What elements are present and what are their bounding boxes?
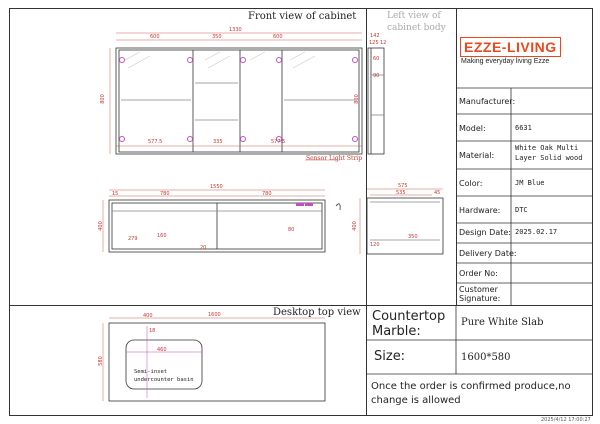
desktop-view-title: Desktop top view xyxy=(273,307,361,318)
dim-desk-1600: 1600 xyxy=(208,312,221,318)
dim-left-125: 125 xyxy=(369,40,379,46)
mirror-hatching xyxy=(125,52,315,68)
countertop-label-line1: Countertop xyxy=(372,309,446,324)
desktop-dims xyxy=(103,318,325,401)
desktop-basin-dims xyxy=(126,326,202,398)
hinge-markers xyxy=(120,58,358,142)
size-value: 1600*580 xyxy=(461,352,511,363)
dim-base-80: 80 xyxy=(288,227,295,233)
basin-label-line1: Semi-inset xyxy=(134,369,168,375)
brand-logo xyxy=(460,37,590,57)
order-note-line2: change is allowed xyxy=(371,395,461,406)
dim-front-total: 1330 xyxy=(229,27,242,33)
base-handles xyxy=(296,203,313,206)
info-label-manufacturer: Manufacturer: xyxy=(459,97,516,106)
dim-front-350: 350 xyxy=(212,34,222,40)
left-view-title-line2: cabinet body xyxy=(387,23,446,33)
dim-base-780a: 780 xyxy=(160,191,170,197)
dim-front-335: 335 xyxy=(213,139,223,145)
desktop-outline xyxy=(109,323,325,401)
info-label-delivery-date: Delivery Date: xyxy=(459,249,517,258)
info-label-material: Material: xyxy=(459,151,495,160)
brand-tagline: Making everyday living Ezze xyxy=(461,58,550,65)
dim-left-h800: 800 xyxy=(353,94,360,104)
sink-drain-symbol xyxy=(336,204,340,210)
info-value-model: 6631 xyxy=(515,124,532,132)
left-view-title-line1: Left view of xyxy=(387,11,441,21)
dim-front-577a: 577.5 xyxy=(148,139,163,145)
dim-left-12: 12 xyxy=(380,40,387,46)
brand-logo-text: EZZE-LIVING xyxy=(460,37,561,57)
basin-label-line2: undercounter basin xyxy=(134,377,194,383)
info-label-color: Color: xyxy=(459,179,483,188)
countertop-label-line2: Marble: xyxy=(372,324,421,339)
dim-front-600a: 600 xyxy=(150,34,160,40)
info-value-design-date: 2025.02.17 xyxy=(515,228,558,236)
dim-desk-18: 18 xyxy=(149,328,156,334)
sensor-light-label: Sensor Light Strip xyxy=(306,155,363,162)
info-label-design-date: Design Date: xyxy=(459,228,511,237)
info-value-material: White Oak Multi Layer Solid wood xyxy=(515,144,583,162)
footer-timestamp: 2025/4/12 17:00:27 xyxy=(541,417,591,423)
dim-left-60: 60 xyxy=(373,56,380,62)
dim-base-45: 45 xyxy=(434,190,441,196)
front-view-title: Front view of cabinet xyxy=(248,11,357,22)
base-dimension-lines xyxy=(103,190,325,252)
size-label: Size: xyxy=(374,349,406,364)
dim-base-160: 160 xyxy=(157,233,167,239)
dim-base-535: 535 xyxy=(396,190,406,196)
info-label-order-no: Order No: xyxy=(459,269,498,278)
dim-base-h400: 400 xyxy=(97,221,104,231)
info-label-model: Model: xyxy=(459,124,486,133)
dim-left-90: 90 xyxy=(373,73,380,79)
dim-base-total: 1550 xyxy=(210,184,223,190)
dim-base-120: 120 xyxy=(370,242,380,248)
dim-front-600b: 600 xyxy=(273,34,283,40)
dim-front-577b: 577.5 xyxy=(271,139,286,145)
dim-desk-580: 580 xyxy=(97,356,104,366)
dim-base-780b: 780 xyxy=(262,191,272,197)
dim-base-15: 15 xyxy=(112,191,119,197)
left-cabinet-outline xyxy=(368,48,384,154)
info-value-color: JM Blue xyxy=(515,179,545,187)
dim-desk-400: 400 xyxy=(143,313,153,319)
base-cabinet-outline xyxy=(109,200,325,252)
countertop-value: Pure White Slab xyxy=(461,317,544,328)
dim-base-279: 279 xyxy=(128,236,138,242)
dim-base-h400b: 400 xyxy=(351,221,358,231)
dim-base-20: 20 xyxy=(200,245,207,251)
dim-base-350: 350 xyxy=(408,234,418,240)
info-value-hardware: DTC xyxy=(515,206,528,214)
dim-base-575: 575 xyxy=(398,183,408,189)
dim-desk-460: 460 xyxy=(157,347,167,353)
info-label-customer-signature: Customer Signature: xyxy=(459,285,501,303)
dim-front-h800: 800 xyxy=(99,94,106,104)
order-note-line1: Once the order is confirmed produce,no xyxy=(371,381,571,392)
dim-left-142: 142 xyxy=(370,33,380,39)
info-label-hardware: Hardware: xyxy=(459,206,501,215)
